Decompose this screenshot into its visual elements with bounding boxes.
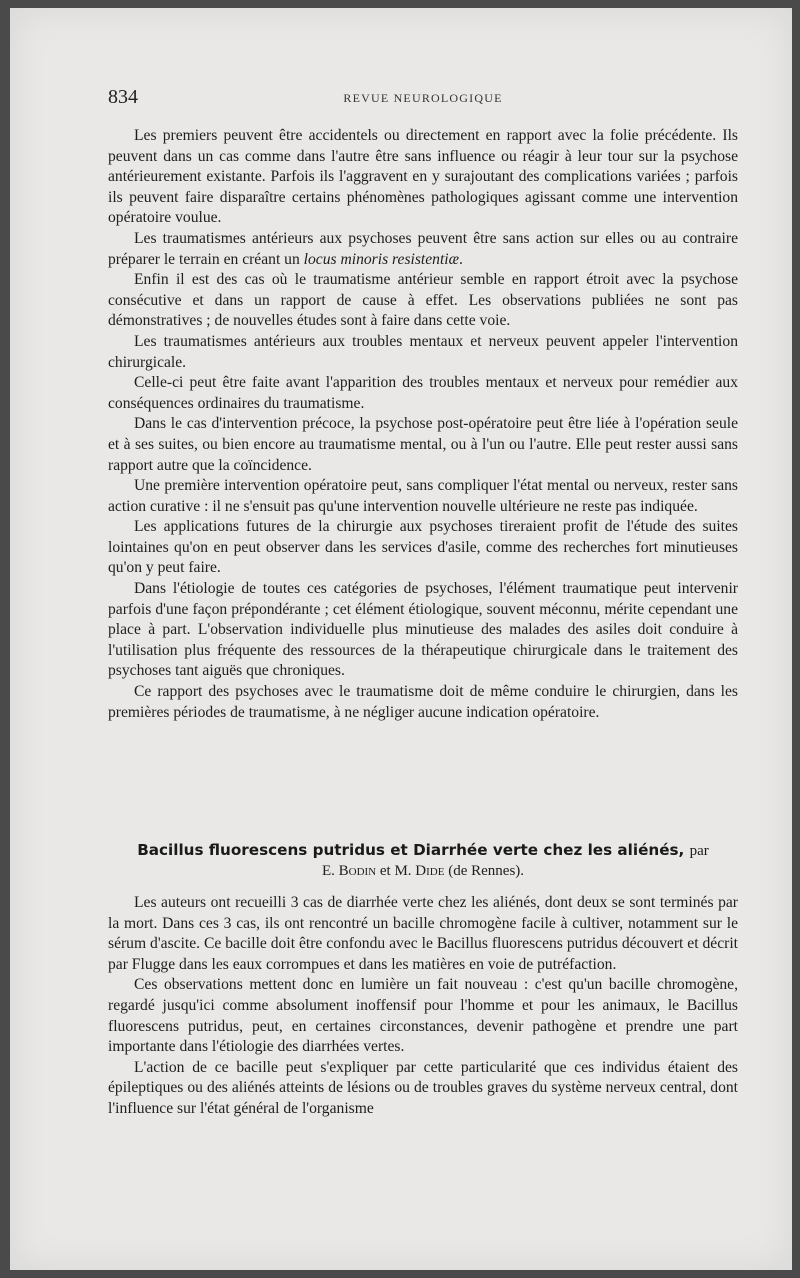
author-place: (de Rennes). bbox=[448, 863, 525, 879]
article-authors bbox=[108, 861, 738, 881]
article-section bbox=[108, 840, 738, 1120]
running-title: REVUE NEUROLOGIQUE bbox=[343, 91, 503, 105]
paragraph: Dans le cas d'intervention précoce, la psychose post-opératoire peut être liée à l'opération seule et à ses suites, ou bien encore au traumatisme mental, ou à l'un ou l'autre. Elle peut rester aussi sans rapport autre que la coïncidence. bbox=[108, 415, 738, 474]
article-title bbox=[108, 840, 738, 861]
article-title-par: par bbox=[689, 843, 709, 859]
scanned-page bbox=[10, 8, 792, 1270]
paragraph: Ce rapport des psychoses avec le traumatisme doit de même conduire le chirurgien, dans les premières périodes de traumatisme, à ne négliger aucune indication opératoire. bbox=[108, 683, 738, 721]
article-paragraph: Les auteurs ont recueilli 3 cas de diarrhée verte chez les aliénés, dont deux se sont terminés par la mort. Dans ces 3 cas, ils ont rencontré un bacille chromogène facile à cultiver, notamment sur le sérum d'ascite. Ce bacille doit être confondu avec le Bacillus fluorescens putridus découvert et décrit par Flugge dans les eaux corrompues et dans les matières en voie de putréfaction. bbox=[108, 894, 738, 973]
author-1: E. Bodin bbox=[321, 863, 377, 879]
page-header bbox=[108, 86, 738, 110]
italic-term: locus minoris resistentiæ bbox=[303, 250, 460, 268]
author-2: M. Dide bbox=[394, 863, 445, 879]
body-text bbox=[108, 126, 738, 723]
paragraph-text: . bbox=[459, 250, 463, 268]
paragraph: Les premiers peuvent être accidentels ou directement en rapport avec la folie précédente. Ils peuvent dans un cas comme dans l'autre être sans influence ou réagir à leur tour sur la psychose antérieurement existante. Parfois ils l'aggravent en y surajoutant des complications variées ; parfois ils peuvent faire disparaître certains phénomènes pathologiques agissant comme une intervention opératoire voulue. bbox=[108, 127, 738, 227]
paragraph: Celle-ci peut être faite avant l'apparition des troubles mentaux et nerveux pour remédier aux conséquences ordinaires du traumatisme. bbox=[108, 374, 738, 412]
paragraph bbox=[108, 229, 738, 270]
article-paragraph: Ces observations mettent donc en lumière un fait nouveau : c'est qu'un bacille chromogène, regardé jusqu'ici comme absolument inoffensif pour l'homme et pour les animaux, le Bacillus fluorescens putridus, peut, en certaines circonstances, devenir pathogène et prendre une part importante dans l'étiologie des diarrhées vertes. bbox=[108, 976, 738, 1056]
paragraph: Enfin il est des cas où le traumatisme antérieur semble en rapport étroit avec la psychose consécutive et dans un rapport de cause à effet. Les observations publiées ne sont pas démonstratives ; de nouvelles études sont à faire dans cette voie. bbox=[108, 271, 738, 330]
paragraph: Une première intervention opératoire peut, sans compliquer l'état mental ou nerveux, rester sans action curative : il ne s'ensuit pas qu'une intervention nouvelle ultérieure ne reste pas indiquée. bbox=[108, 477, 738, 515]
article-body bbox=[108, 893, 738, 1120]
paragraph-text: Les traumatismes antérieurs aux psychoses peuvent être sans action sur elles ou au contraire préparer le terrain en créant un bbox=[108, 229, 738, 268]
paragraph: Les traumatismes antérieurs aux troubles mentaux et nerveux peuvent appeler l'intervention chirurgicale. bbox=[108, 332, 738, 371]
article-paragraph: L'action de ce bacille peut s'expliquer par cette particularité que ces individus étaient des épileptiques ou des aliénés atteints de lésions ou de troubles graves du système nerveux central, dont l'influence sur l'état général de l'organisme bbox=[108, 1058, 738, 1117]
page-number: 834 bbox=[108, 86, 138, 108]
paragraph: Dans l'étiologie de toutes ces catégories de psychoses, l'élément traumatique peut intervenir parfois d'une façon prépondérante ; cet élément étiologique, souvent méconnu, mérite cependant une place à part. L'observation individuelle plus minutieuse des malades des asiles doit conduire à l'utilisation plus fréquente des ressources de la thérapeutique chirurgicale dans le traitement des psychoses tant aiguës que chroniques. bbox=[108, 580, 738, 680]
article-title-text: Bacillus fluorescens putridus et Diarrhée verte chez les aliénés, bbox=[137, 841, 685, 859]
author-join: et bbox=[379, 863, 391, 879]
paragraph: Les applications futures de la chirurgie aux psychoses tireraient profit de l'étude des suites lointaines qu'on en peut observer dans les services d'asile, comme des recherches fort minutieuses qu'on y peut faire. bbox=[108, 518, 738, 577]
